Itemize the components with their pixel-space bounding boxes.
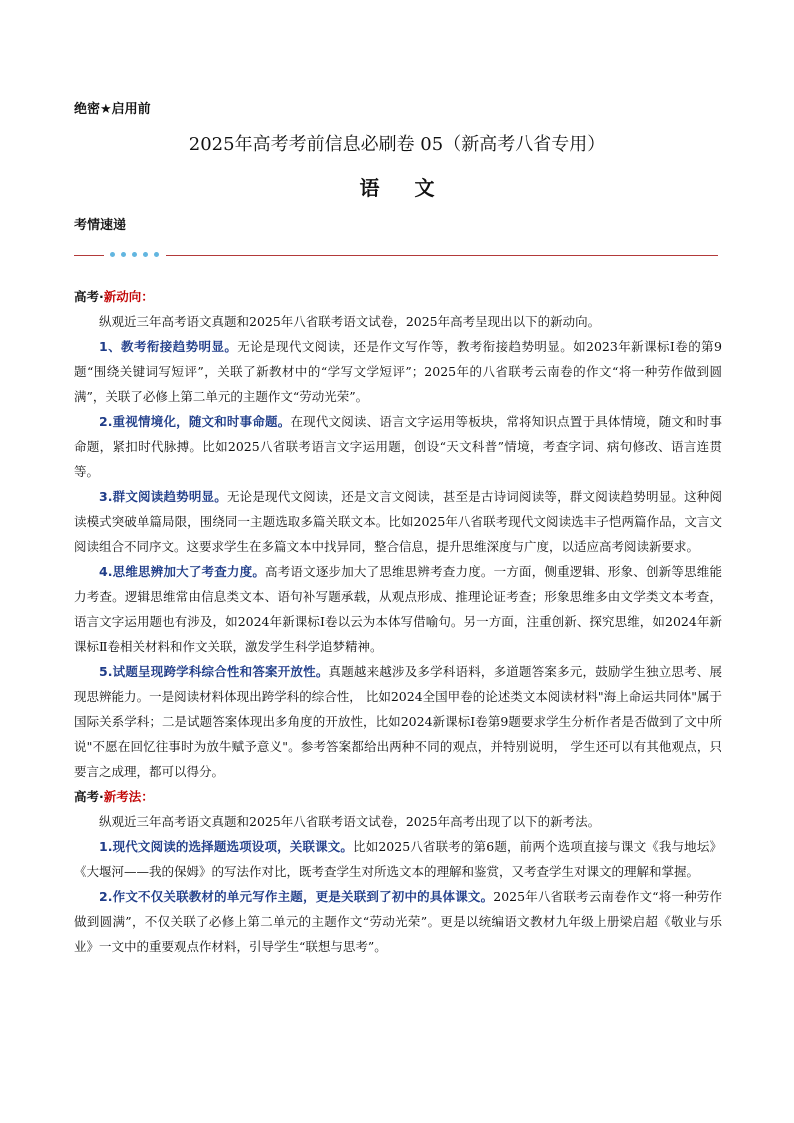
divider-line-left — [74, 255, 104, 256]
new-trends-highlight: 新动向： — [103, 289, 154, 304]
trend-item — [74, 484, 722, 559]
divider-dot — [110, 252, 115, 257]
divider-line-right — [166, 255, 718, 256]
method-item-text: 比如2025八省联考的第6题，前两个选项直接与课文《我与地坛》《大堰河——我的保姆》的写法作对比，既考查学生对所选文本的理解和鉴赏，又考查学生对课文的理解和掌握。 — [74, 839, 722, 879]
trend-item-text: 在现代文阅读、语言文字运用等板块，常将知识点置于具体情境，随文和时事命题，紧扣时代脉搏。比如2025八省联考语言文字运用题，创设“天文科普”情境，考查字词、病句修改、语言连贯等。 — [74, 414, 722, 479]
method-item — [74, 884, 722, 959]
trend-item-text: 无论是现代文阅读，还是文言文阅读，甚至是古诗词阅读等，群文阅读趋势明显。这种阅读模式突破单篇局限，围绕同一主题选取多篇关联文本。比如2025年八省联考现代文阅读选丰子恺两篇作品，文言文阅读组合不同序文。这要求学生在多篇文本中找异同，整合信息，提升思维深度与广度，以适应高考阅读新要求。 — [74, 489, 722, 554]
new-methods-prefix: 高考· — [74, 789, 104, 804]
confidential-mark: 绝密★启用前 — [74, 102, 151, 117]
new-trends-intro: 纵观近三年高考语文真题和2025年八省联考语文试卷，2025年高考呈现出以下的新动向。 — [99, 314, 601, 329]
subject-title: 语 文 — [359, 176, 449, 200]
new-methods-highlight: 新考法： — [103, 789, 154, 804]
trend-item-lead: 2.重视情境化，随文和时事命题。 — [99, 414, 291, 429]
section-label: 考情速递 — [74, 218, 127, 233]
trend-item-lead: 1、教考衔接趋势明显。 — [99, 339, 238, 354]
trend-item — [74, 409, 722, 484]
method-item-lead: 2.作文不仅关联教材的单元写作主题，更是关联到了初中的具体课文。 — [99, 889, 494, 904]
trend-item-text: 高考语文逐步加大了思维思辨考查力度。一方面，侧重逻辑、形象、创新等思维能力考查。逻辑思维常由信息类文本、语句补写题承载，从观点形成、推理论证考查；形象思维多由文学类文本考查，语言文字运用题也有涉及，如2024年新课标Ⅰ卷以云为本体写借喻句。另一方面，注重创新、探究思维，如2024年新课标Ⅱ卷相关材料和作文关联，激发学生科学追梦精神。 — [74, 564, 722, 654]
content-body — [74, 284, 722, 959]
new-methods-heading — [74, 784, 722, 809]
new-trends-prefix: 高考· — [74, 289, 104, 304]
divider-dot — [121, 252, 126, 257]
trend-item-lead: 3.群文阅读趋势明显。 — [99, 489, 227, 504]
method-item-text: 2025年八省联考云南卷作文“将一种劳作做到圆满”，不仅关联了必修上第二单元的主题作文“劳动光荣”。更是以统编语文教材九年级上册梁启超《敬业与乐业》一文中的重要观点作材料，引导学生“联想与思考”。 — [74, 889, 722, 954]
section-divider — [74, 252, 718, 260]
trend-item-text: 无论是现代文阅读，还是作文写作等，教考衔接趋势明显。如2023年新课标Ⅰ卷的第9题“围绕关键词写短评”，关联了新教材中的“学写文学短评”；2025年的八省联考云南卷的作文“将一种劳作做到圆满”，关联了必修上第二单元的主题作文“劳动光荣”。 — [74, 339, 722, 404]
method-item-lead: 1.现代文阅读的选择题选项设项，关联课文。 — [99, 839, 354, 854]
method-item — [74, 834, 722, 884]
trend-item — [74, 559, 722, 659]
divider-dots — [110, 252, 159, 257]
trend-item — [74, 659, 722, 784]
trend-item-lead: 5.试题呈现跨学科综合性和答案开放性。 — [99, 664, 329, 679]
divider-dot — [143, 252, 148, 257]
divider-dot — [132, 252, 137, 257]
new-methods-intro: 纵观近三年高考语文真题和2025年八省联考语文试卷，2025年高考出现了以下的新考法。 — [99, 814, 601, 829]
divider-dot — [154, 252, 159, 257]
new-trends-heading — [74, 284, 722, 309]
trend-item-text: 真题越来越涉及多学科语料，多道题答案多元，鼓励学生独立思考、展现思辨能力。一是阅读材料体现出跨学科的综合性， 比如2024全国甲卷的论述类文本阅读材料"海上命运共同体"属于国际关系学科；二是试题答案体现出多角度的开放性，比如2024新课标Ⅰ卷第9题要求学生分析作者是否做到了文中所说"不愿在回忆往事时为放牛赋予意义"。参考答案都给出两种不同的观点，并特别说明， 学生还可以有其他观点，只要言之成理，都可以得分。 — [74, 664, 722, 779]
exam-title: 2025年高考考前信息必刷卷 05（新高考八省专用） — [188, 134, 606, 155]
trend-item — [74, 334, 722, 409]
trend-item-lead: 4.思维思辨加大了考查力度。 — [99, 564, 266, 579]
